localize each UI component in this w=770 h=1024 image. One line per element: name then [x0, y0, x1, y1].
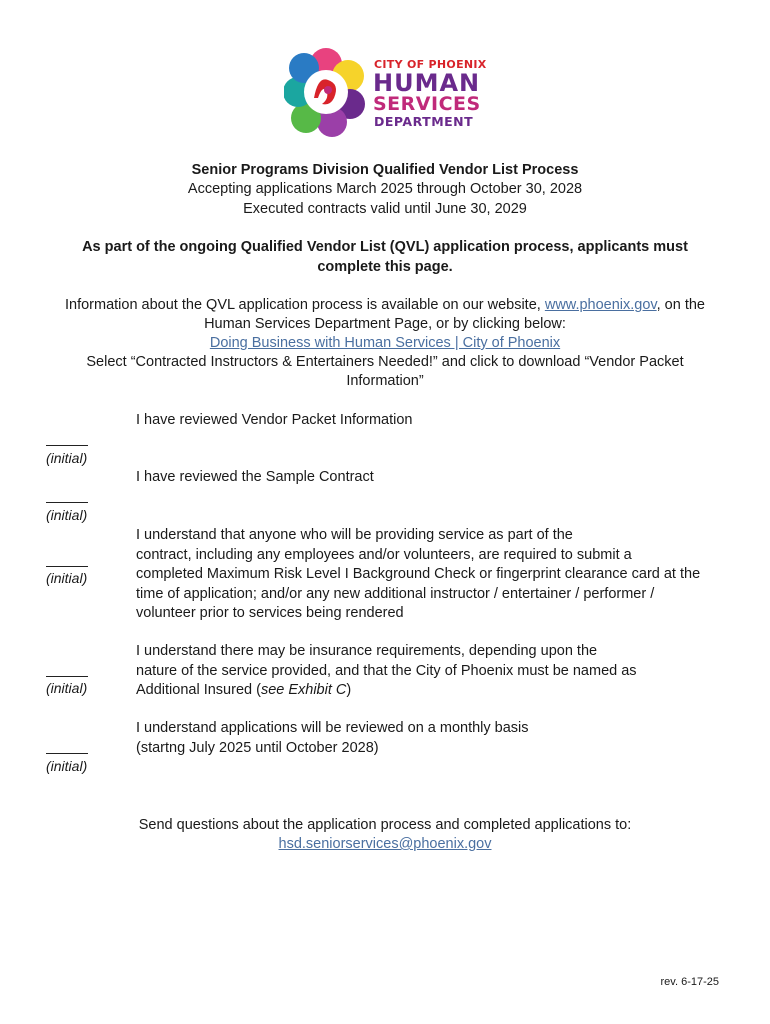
email-link[interactable]: hsd.seniorservices@phoenix.gov — [278, 836, 492, 852]
initial-blank-4[interactable] — [46, 676, 88, 677]
checklist-item-text-last — [136, 681, 736, 701]
initial-blank-5[interactable] — [46, 753, 88, 754]
checklist-item-text: nature of the service provided, and that the City of Phoenix must be named as — [136, 662, 637, 679]
checklist-item-text: volunteer prior to services being rendered — [136, 605, 404, 621]
checklist-item-text: contract, including any employees and/or volunteers, are required to submit a — [136, 546, 632, 563]
notice-line-1: As part of the ongoing Qualified Vendor List (QVL) application process, applicants must — [82, 239, 688, 255]
logo-flower-icon — [284, 46, 368, 138]
notice-line-2: complete this page. — [317, 259, 453, 275]
revision-label: rev. 6-17-25 — [660, 976, 719, 988]
accepting-dates: Accepting applications March 2025 through October 30, 2028 — [187, 181, 583, 197]
checklist-item-monthly-review — [136, 719, 736, 758]
initial-blank-2[interactable] — [46, 502, 88, 503]
executed-dates: Executed contracts valid until June 30, 2029 — [243, 201, 527, 217]
info-line-2: Human Services Department Page, or by clicking below: — [204, 316, 566, 332]
checklist-item-text: (startng July 2025 until October 2028) — [136, 739, 379, 756]
department-logo — [284, 46, 494, 138]
info-line-5: Information” — [346, 373, 424, 389]
send-questions-text: Send questions about the application process and completed applications to: — [138, 817, 632, 833]
info-line-3 — [0, 334, 770, 354]
checklist-item-text: I understand there may be insurance requirements, depending upon the — [136, 643, 598, 659]
checklist-item-insurance — [136, 642, 736, 701]
website-link[interactable]: www.phoenix.gov — [544, 297, 657, 313]
logo-line-city: CITY OF PHOENIX — [374, 58, 487, 71]
logo-line-department: DEPARTMENT — [374, 114, 474, 129]
initial-label-3: (initial) — [46, 570, 88, 586]
checklist-item-sample-contract — [136, 468, 736, 488]
checklist-item-text: I understand that anyone who will be providing service as part of the — [136, 527, 573, 543]
email-line — [0, 835, 770, 855]
initial-label-4: (initial) — [46, 680, 88, 696]
checklist-item-text: completed Maximum Risk Level I Background Check or fingerprint clearance card at the — [136, 566, 701, 582]
initial-blank-1[interactable] — [46, 445, 88, 446]
info-text-pre: Information about the QVL application process is available on our website, — [64, 297, 545, 313]
checklist-item-background-check — [136, 526, 736, 624]
initial-blank-3[interactable] — [46, 566, 88, 567]
checklist-item-vendor-packet — [136, 411, 736, 431]
checklist-item-text: time of application; and/or any new additional instructor / entertainer / performer / — [136, 585, 655, 602]
checklist-item-text: I have reviewed Vendor Packet Information — [136, 412, 413, 428]
page-title: Senior Programs Division Qualified Vendor List Process — [191, 162, 579, 178]
logo-line-services: SERVICES — [373, 93, 481, 115]
initial-label-5: (initial) — [46, 758, 88, 774]
insured-pre: Additional Insured ( — [136, 682, 261, 698]
initial-label-2: (initial) — [46, 507, 88, 523]
exhibit-ref: see Exhibit C — [260, 682, 347, 698]
checklist-item-text: I understand applications will be reviewed on a monthly basis — [136, 720, 529, 736]
info-line-1 — [0, 296, 770, 316]
insured-post: ) — [346, 682, 352, 698]
info-line-4: Select “Contracted Instructors & Entertainers Needed!” and click to download “Vendor Packet — [86, 354, 684, 370]
checklist-item-text: I have reviewed the Sample Contract — [136, 469, 374, 485]
logo-line-human: HUMAN — [373, 69, 481, 97]
doing-business-link[interactable]: Doing Business with Human Services | City of Phoenix — [209, 335, 561, 351]
info-text-post: , on the — [656, 297, 705, 313]
initial-label-1: (initial) — [46, 450, 88, 466]
